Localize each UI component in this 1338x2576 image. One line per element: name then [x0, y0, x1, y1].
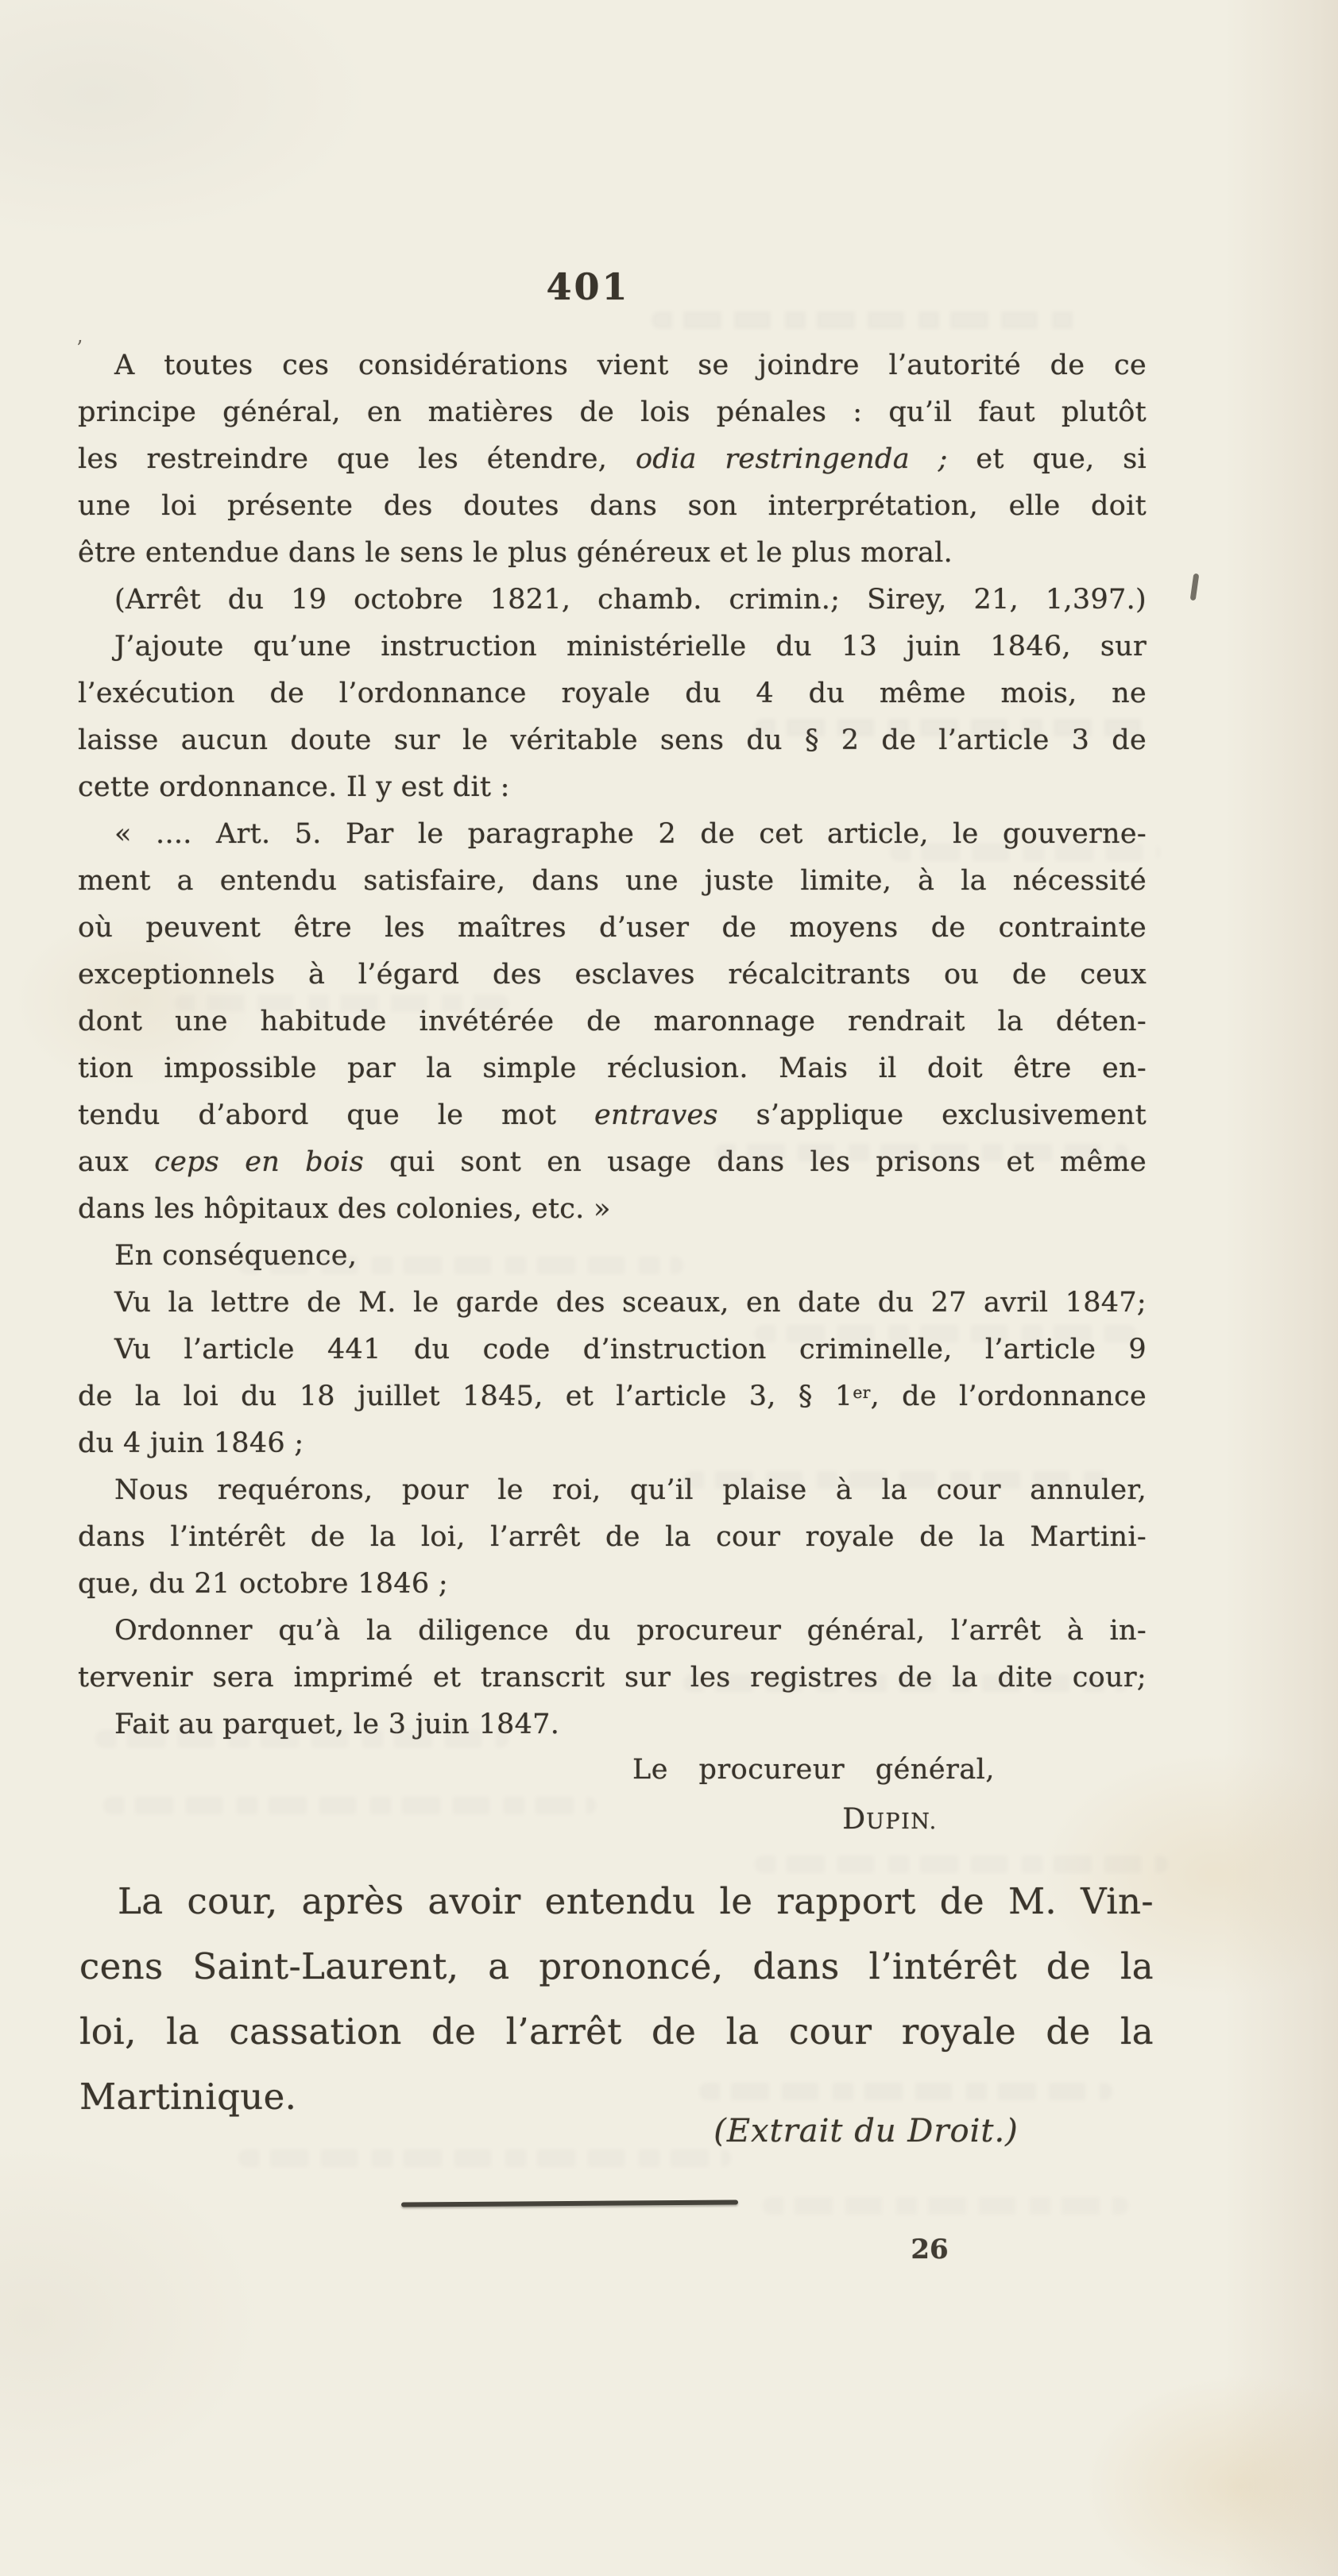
text-line: Vu l’article 441 du code d’instruction criminelle, l’article 9: [114, 1334, 1147, 1365]
text-line: La cour, après avoir entendu le rapport de M. Vin-: [118, 1880, 1154, 1922]
source-attribution: (Extrait du Droit.): [713, 2113, 1019, 2149]
bleed-through-artifact: [238, 1257, 683, 1274]
signature-name-smallcaps: UPIN.: [866, 1809, 938, 1834]
text-line: cens Saint-Laurent, a prononcé, dans l’intérêt de la: [79, 1945, 1154, 1987]
bleed-through-artifact: [683, 1471, 1112, 1489]
text-line: dont une habitude invétérée de maronnage rendrait la déten-: [78, 1006, 1147, 1037]
text-line: A toutes ces considérations vient se joindre l’autorité de ce: [114, 350, 1147, 381]
signature-role: Le procureur général,: [632, 1754, 995, 1786]
bleed-through-artifact: [763, 2197, 1128, 2215]
bleed-through-artifact: [238, 2149, 731, 2167]
text-line: les restreindre que les étendre, odia restringenda ; et que, si: [78, 443, 1147, 475]
stray-ink-mark: ’: [76, 337, 83, 361]
bleed-through-artifact: [652, 311, 1081, 329]
text-line: Martinique.: [79, 2076, 297, 2118]
text-line: dans l’intérêt de la loi, l’arrêt de la cour royale de la Martini-: [78, 1521, 1147, 1553]
text-line: laisse aucun doute sur le véritable sens du § 2 de l’article 3 de: [78, 724, 1147, 756]
bleed-through-artifact: [890, 844, 1160, 861]
text-line: En conséquence,: [114, 1240, 358, 1272]
text-line: « .... Art. 5. Par le paragraphe 2 de cet article, le gouverne-: [114, 818, 1147, 850]
ink-speck: [1190, 574, 1200, 601]
bleed-through-artifact: [715, 1144, 1128, 1161]
bleed-through-artifact: [683, 1674, 1128, 1692]
text-line: Fait au parquet, le 3 juin 1847.: [114, 1709, 560, 1740]
text-line: tervenir sera imprimé et transcrit sur les registres de la dite cour;: [78, 1662, 1147, 1694]
bleed-through-artifact: [103, 1797, 596, 1814]
text-line: Nous requérons, pour le roi, qu’il plaise à la cour annuler,: [114, 1474, 1147, 1506]
text-line: du 4 juin 1846 ;: [78, 1427, 304, 1459]
text-line: Vu la lettre de M. le garde des sceaux, en date du 27 avril 1847;: [114, 1287, 1147, 1319]
bleed-through-artifact: [699, 2083, 1112, 2100]
text-line: principe général, en matières de lois pénales : qu’il faut plutôt: [78, 396, 1147, 428]
text-line: (Arrêt du 19 octobre 1821, chamb. crimin.; Sirey, 21, 1,397.): [114, 584, 1147, 616]
text-line: de la loi du 18 juillet 1845, et l’article 3, § 1er, de l’ordonnance: [78, 1381, 1147, 1412]
signature-name-initial: D: [842, 1803, 867, 1836]
text-line: Ordonner qu’à la diligence du procureur général, l’arrêt à in-: [114, 1615, 1147, 1647]
bleed-through-artifact: [175, 994, 509, 1012]
text-line: cette ordonnance. Il y est dit :: [78, 771, 510, 803]
text-line: J’ajoute qu’une instruction ministérielle du 13 juin 1846, sur: [114, 631, 1147, 662]
text-line: exceptionnels à l’égard des esclaves récalcitrants ou de ceux: [78, 959, 1147, 991]
bleed-through-artifact: [95, 1730, 509, 1748]
page-number: 401: [546, 265, 630, 308]
text-line: ment a entendu satisfaire, dans une juste limite, à la nécessité: [78, 865, 1147, 897]
text-line: aux ceps en bois qui sont en usage dans les prisons et même: [78, 1146, 1147, 1178]
section-divider-rule: [401, 2200, 738, 2207]
bleed-through-artifact: [755, 1325, 1136, 1342]
text-line: une loi présente des doutes dans son interprétation, elle doit: [78, 490, 1147, 522]
printer-signature-number: 26: [911, 2234, 949, 2265]
text-line: dans les hôpitaux des colonies, etc. »: [78, 1193, 611, 1225]
bleed-through-artifact: [755, 1856, 1168, 1873]
text-line: l’exécution de l’ordonnance royale du 4 du même mois, ne: [78, 678, 1147, 709]
text-line: où peuvent être les maîtres d’user de moyens de contrainte: [78, 912, 1147, 944]
text-line: que, du 21 octobre 1846 ;: [78, 1568, 448, 1600]
bleed-through-artifact: [755, 719, 1152, 736]
signature-name: [795, 1803, 985, 1836]
text-line: être entendue dans le sens le plus généreux et le plus moral.: [78, 537, 953, 569]
text-line: loi, la cassation de l’arrêt de la cour royale de la: [79, 2010, 1154, 2053]
text-line: tion impossible par la simple réclusion. Mais il doit être en-: [78, 1052, 1147, 1084]
text-line: tendu d’abord que le mot entraves s’applique exclusivement: [78, 1099, 1147, 1131]
